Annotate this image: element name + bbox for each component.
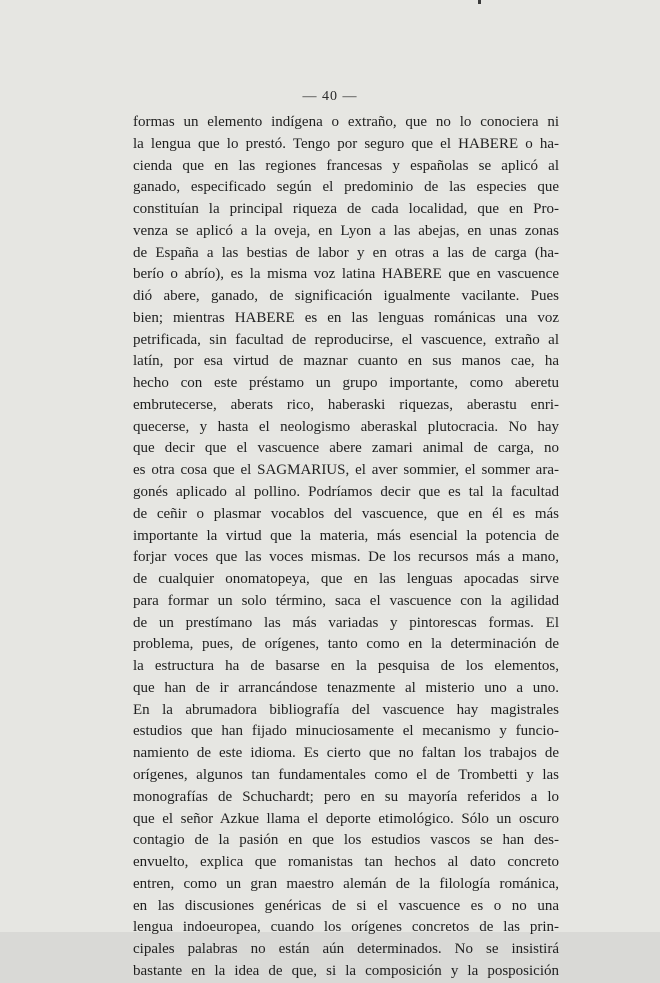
- text-line: contagio de la pasión en que los estudios vascos se han des-: [133, 832, 559, 849]
- text-line: estudios que han fijado minuciosamente el mecanismo y funcio-: [133, 723, 559, 740]
- text-line: namiento de este idioma. Es cierto que no faltan los trabajos de: [133, 745, 559, 762]
- text-line: bien; mientras HABERE es en las lenguas románicas una voz: [133, 309, 559, 326]
- text-line: la lengua que lo prestó. Tengo por seguro que el HABERE o ha-: [133, 135, 559, 152]
- text-line: venza se aplicó a la oveja, en Lyon a las abejas, en unas zonas: [133, 222, 559, 239]
- text-line: bastante en la idea de que, si la composición y la posposición: [133, 962, 559, 979]
- text-line: formas un elemento indígena o extraño, que no lo conociera ni: [133, 114, 559, 130]
- text-line: orígenes, algunos tan fundamentales como el de Trombetti y las: [133, 766, 559, 783]
- text-line: envuelto, explica que romanistas tan hechos al dato concreto: [133, 854, 559, 871]
- text-line: ganado, especificado según el predominio de las especies que: [133, 179, 559, 196]
- text-line: En la abrumadora bibliografía del vascuence hay magistrales: [133, 701, 559, 718]
- text-line: de cualquier onomatopeya, que en las lenguas apocadas sirve: [133, 571, 559, 588]
- text-line: quecerse, y hasta el neologismo aberaskal plutocracia. No hay: [133, 418, 559, 435]
- text-line: importante la virtud que la materia, más esencial la potencia de: [133, 527, 559, 544]
- text-line: de España a las bestias de labor y en otras a las de carga (ha-: [133, 244, 559, 261]
- text-line: problema, pues, de orígenes, tanto como en la determinación de: [133, 636, 559, 653]
- text-line: constituían la principal riqueza de cada localidad, que en Pro-: [133, 201, 559, 218]
- text-line: en las discusiones genéricas de si el vascuence es o no una: [133, 897, 559, 914]
- text-line: lengua indoeuropea, cuando los orígenes concretos de las prin-: [133, 919, 559, 936]
- text-line: petrificada, sin facultad de reproducirse, el vascuence, extraño al: [133, 331, 559, 348]
- text-line: berío o abrío), es la misma voz latina HABERE que en vascuence: [133, 266, 559, 283]
- text-line: entren, como un gran maestro alemán de la filología románica,: [133, 875, 559, 892]
- text-line: forjar voces que las voces mismas. De los recursos más a mano,: [133, 549, 559, 566]
- text-line: que decir que el vascuence abere zamari animal de carga, no: [133, 440, 559, 457]
- body-text: [133, 112, 559, 983]
- text-line: que han de ir arrancándose tenazmente al misterio uno a uno.: [133, 679, 559, 696]
- text-line: gonés aplicado al pollino. Podríamos decir que es tal la facultad: [133, 484, 559, 501]
- scan-speck: [478, 0, 481, 4]
- text-line: cienda que en las regiones francesas y españolas se aplicó al: [133, 157, 559, 174]
- text-line: que el señor Azkue llama el deporte etimológico. Sólo un oscuro: [133, 810, 559, 827]
- text-line: embrutecerse, aberats rico, haberaski riquezas, aberastu enri-: [133, 396, 559, 413]
- text-line: la estructura ha de basarse en la pesquisa de los elementos,: [133, 658, 559, 675]
- text-line: de un prestímano las más variadas y pintorescas formas. El: [133, 614, 559, 631]
- text-line: de ceñir o plasmar vocablos del vascuence, que en él es más: [133, 505, 559, 522]
- text-line: latín, por esa virtud de maznar cuanto en sus manos cae, ha: [133, 353, 559, 370]
- text-line: cipales palabras no están aún determinados. No se insistirá: [133, 941, 559, 958]
- page-number: — 40 —: [302, 89, 358, 104]
- text-line: es otra cosa que el SAGMARIUS, el aver sommier, el sommer ara-: [133, 462, 559, 479]
- text-line: dió abere, ganado, de significación igualmente vacilante. Pues: [133, 288, 559, 305]
- text-line: para formar un solo término, saca el vascuence con la agilidad: [133, 592, 559, 609]
- text-line: hecho con este préstamo un grupo importante, como aberetu: [133, 375, 559, 392]
- text-line: monografías de Schuchardt; pero en su mayoría referidos a lo: [133, 788, 559, 805]
